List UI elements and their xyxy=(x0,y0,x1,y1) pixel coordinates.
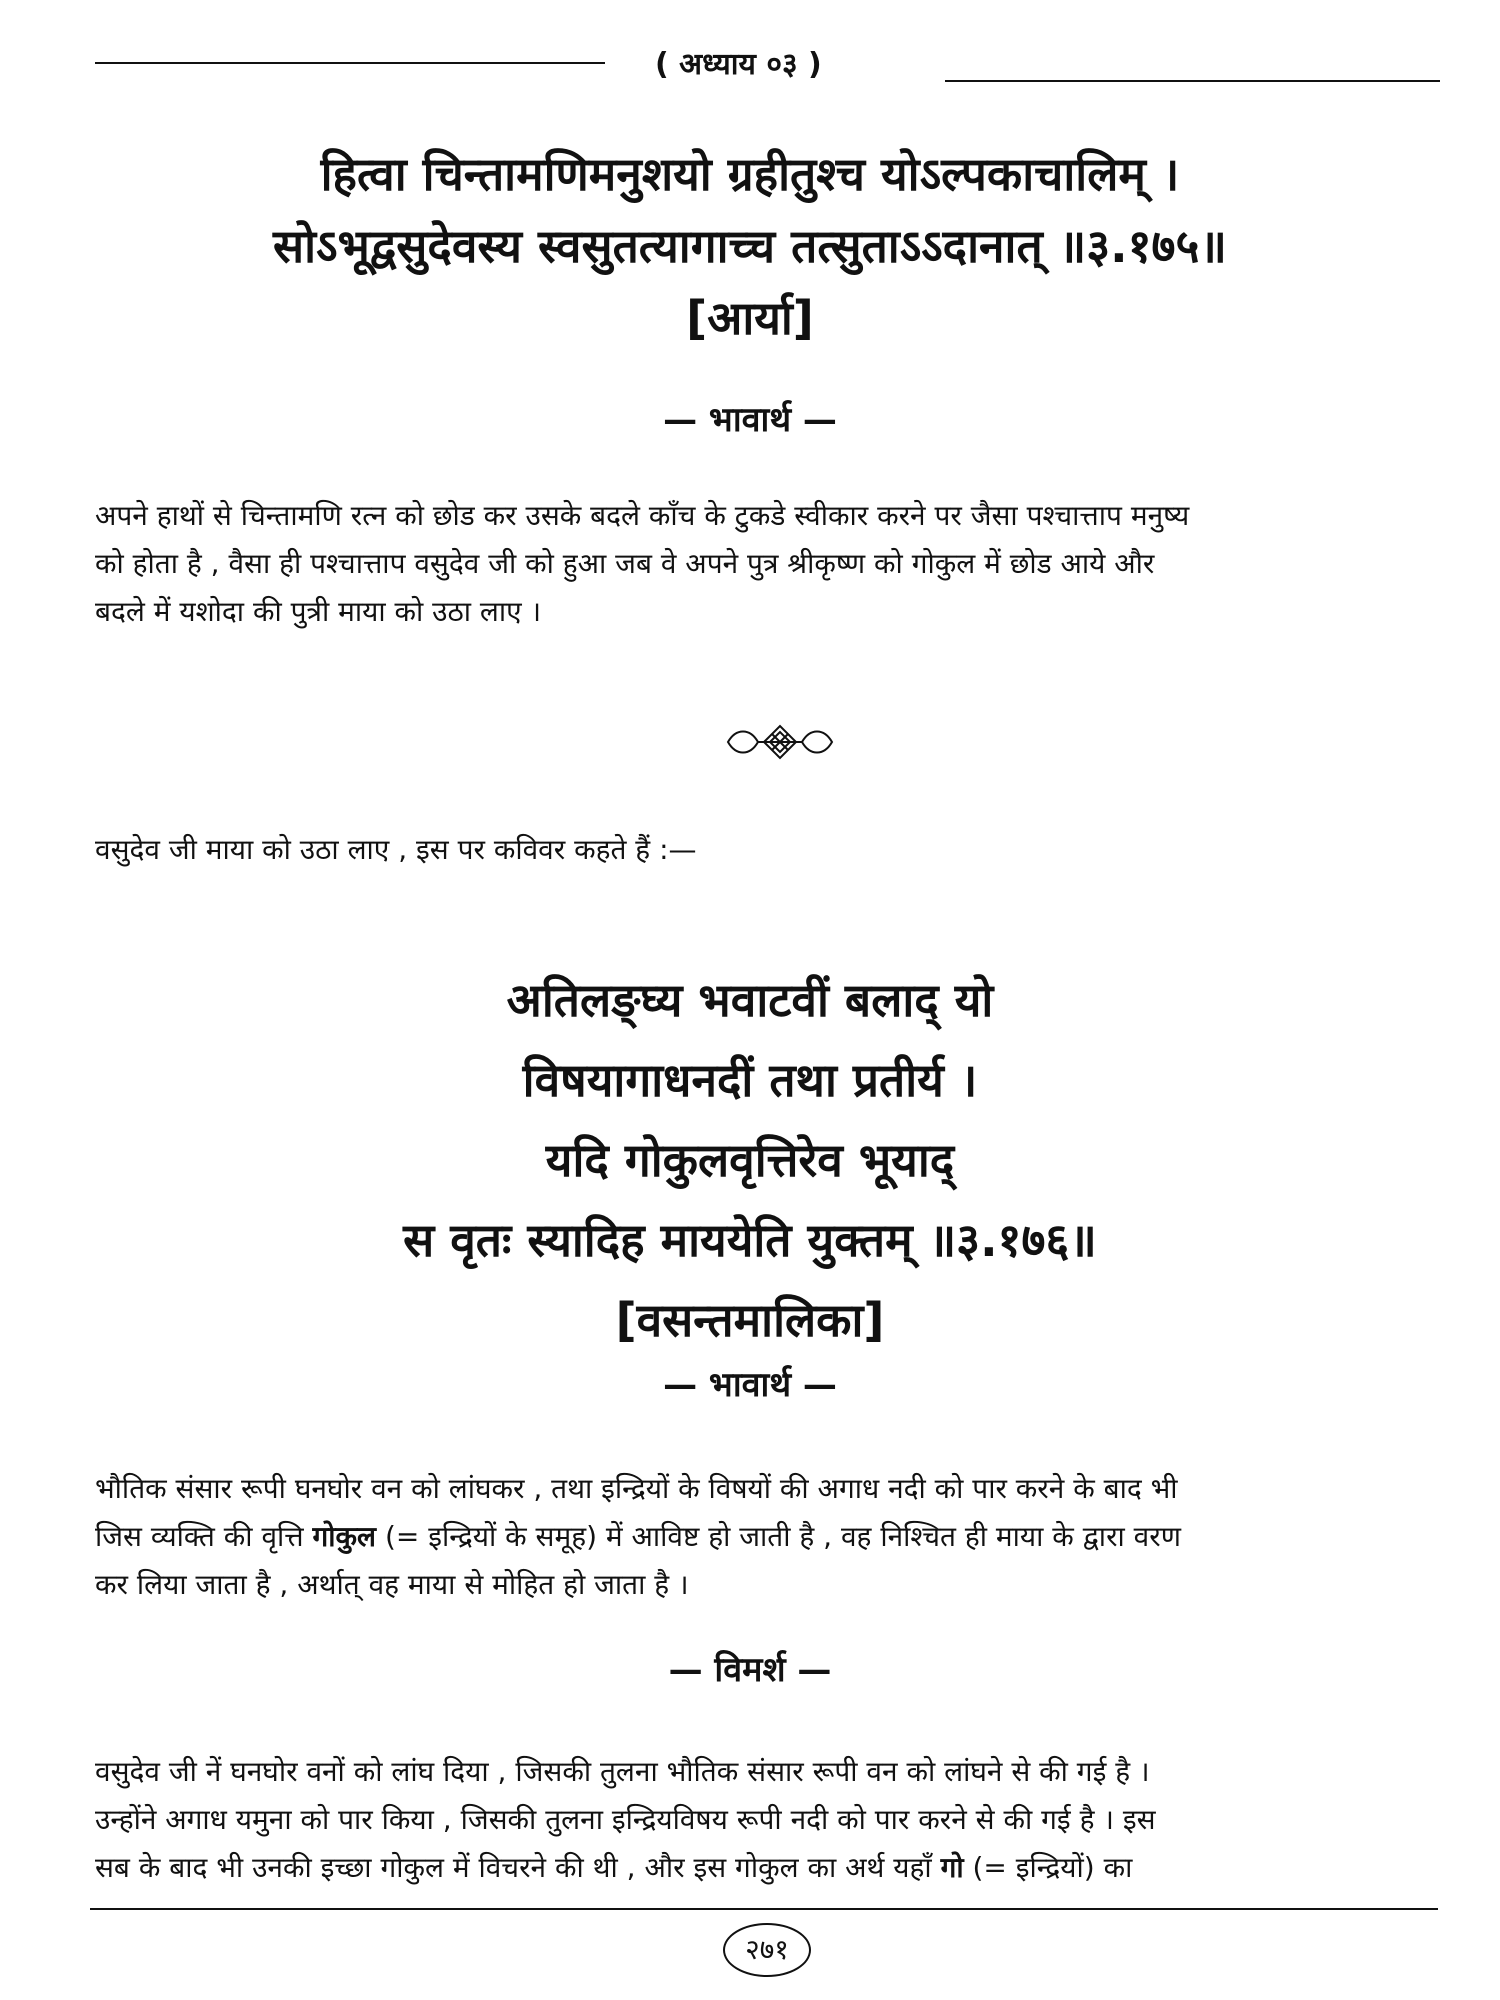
verse-line: विषयागाधनदीं तथा प्रतीर्य । xyxy=(522,1053,978,1107)
text-run: जिस व्यक्ति की वृत्ति xyxy=(95,1520,313,1553)
paragraph-line: कर लिया जाता है , अर्थात् वह माया से मोहित हो जाता है । xyxy=(95,1568,689,1601)
header-rule-right xyxy=(945,80,1440,82)
verse-line: अतिलङ्घ्य भवाटवीं बलाद् यो xyxy=(506,973,994,1027)
paragraph-line: भौतिक संसार रूपी घनघोर वन को लांघकर , तथा इन्द्रियों के विषयों की अगाध नदी को पार करने के बाद भी xyxy=(95,1472,1178,1505)
bhavartha-paragraph xyxy=(95,1465,1440,1609)
verse-line: स वृतः स्यादिह माययेति युक्तम् ॥३.१७६॥ xyxy=(403,1213,1097,1267)
verse-3-175 xyxy=(60,138,1440,354)
vimarsha-heading: — विमर्श — xyxy=(668,1650,832,1690)
paragraph-line xyxy=(95,1513,1440,1561)
paragraph-line xyxy=(95,1844,1440,1892)
bhavartha-heading: — भावार्थ — xyxy=(663,1365,837,1405)
paragraph-line: को होता है , वैसा ही पश्चात्ताप वसुदेव जी को हुआ जब वे अपने पुत्र श्रीकृष्ण को गोकुल में छोड आये और xyxy=(95,547,1155,580)
vimarsha-paragraph xyxy=(95,1748,1440,1892)
verse-3-176 xyxy=(60,960,1440,1360)
verse-line: यदि गोकुलवृत्तिरेव भूयाद् xyxy=(545,1133,955,1187)
intro-line: वसुदेव जी माया को उठा लाए , इस पर कविवर कहते हैं :— xyxy=(95,833,697,866)
meter-label: [वसन्तमालिका] xyxy=(615,1293,885,1347)
bold-term-go: गो xyxy=(940,1851,964,1884)
text-run: (= इन्द्रियों) का xyxy=(963,1851,1133,1884)
footer-rule xyxy=(90,1908,1438,1910)
chapter-title: ( अध्याय ०३ ) xyxy=(655,47,822,82)
meter-label: [आर्या] xyxy=(686,291,814,345)
text-run: सब के बाद भी उनकी इच्छा गोकुल में विचरने की थी , और इस गोकुल का अर्थ यहाँ xyxy=(95,1851,941,1884)
knot-ornament-icon xyxy=(720,720,840,764)
bold-term-gokul: गोकुल xyxy=(312,1520,377,1553)
running-header xyxy=(95,42,1440,92)
verse-line: सोऽभूद्वसुदेवस्य स्वसुतत्यागाच्च तत्सुताऽऽदानात् ॥३.१७५॥ xyxy=(273,219,1227,273)
paragraph-line: उन्होंने अगाध यमुना को पार किया , जिसकी तुलना इन्द्रियविषय रूपी नदी को पार करने से की गई है । इस xyxy=(95,1803,1156,1836)
page-number: २७१ xyxy=(723,1923,811,1977)
paragraph-line: बदले में यशोदा की पुत्री माया को उठा लाए । xyxy=(95,595,542,628)
text-run: (= इन्द्रियों के समूह) में आविष्ट हो जाती है , वह निश्चित ही माया के द्वारा वरण xyxy=(376,1520,1181,1553)
bhavartha-heading: — भावार्थ — xyxy=(663,400,837,440)
verse-line: हित्वा चिन्तामणिमनुशयो ग्रहीतुश्च योऽल्पकाचालिम् । xyxy=(320,147,1180,201)
header-rule-left xyxy=(95,62,605,64)
paragraph-line: वसुदेव जी नें घनघोर वनों को लांघ दिया , जिसकी तुलना भौतिक संसार रूपी वन को लांघने से की गई है । xyxy=(95,1755,1150,1788)
bhavartha-paragraph xyxy=(95,492,1440,636)
paragraph-line: अपने हाथों से चिन्तामणि रत्न को छोड कर उसके बदले काँच के टुकडे स्वीकार करने पर जैसा पश्चात्ताप मनुष्य xyxy=(95,499,1190,532)
